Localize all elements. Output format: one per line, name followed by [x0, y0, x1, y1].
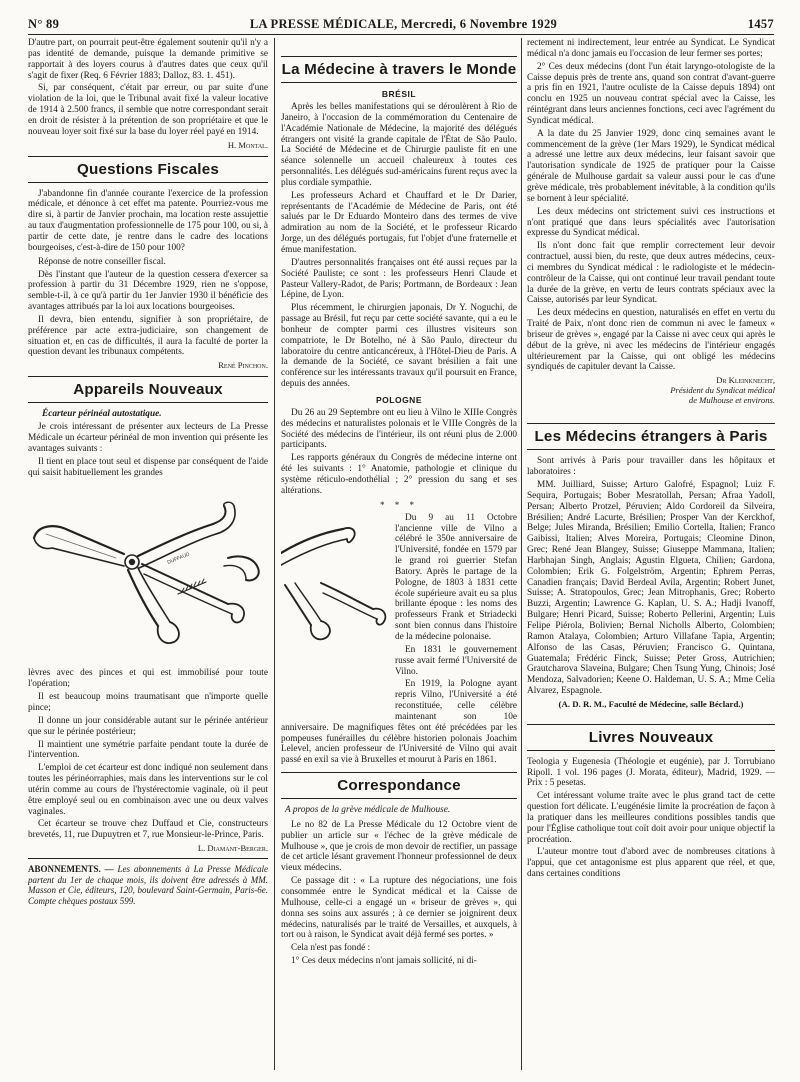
intro-paragraph: D'autre part, on pourrait peut-être également soutenir qu'il n'y a pas identité de demande, puisque la demande primitive se rapportait à des loyers courus à d'autres dates que ceux qu'il s'agit de fixer (Req. 6 Février 1883; Dalloz, 83. 1. 451). — [28, 38, 268, 81]
column-rule-1 — [274, 38, 275, 1070]
news-paragraph: Du 26 au 29 Septembre ont eu lieu à Vilno le XIIIe Congrès des médecins et naturalistes polonais et le VIIIe Congrès de la Société des médecins de l'intérieur, ils ont réuni plus de 2.000 participants. — [281, 407, 517, 451]
news-paragraph: Plus récemment, le chirurgien japonais, Dr Y. Noguchi, de passage au Brésil, fut reçu par cette société savante, qui a eu le bonheur de compter parmi ces illustres visiteurs son compatriote, le Dr Botelho, né à São Paulo, directeur du laboratoire du centre anticancéreux, à l'Hôtel-Dieu de Paris. A la demande de la Société, ce savant brésilien a fait une conférence sur les intéressants travaux qu'il poursuit en France, depuis des années. — [281, 303, 517, 390]
letter-paragraph: A la date du 25 Janvier 1929, donc cinq semaines avant le commencement de la grève (1er Mars 1929), le Syndicat médical a adressé une lettre aux deux médecins, leur faisant savoir que l'autorisation syndicale de 1925 de pratiquer pour la Caisse générale de Mulhouse gardait sa valeur aussi pour le cas d'une grève médicale, très probablement inévitable, à la condition qu'ils se bornent à leur spécialité. — [527, 128, 775, 204]
divider — [28, 858, 268, 859]
page-number: 1457 — [747, 17, 774, 31]
section-asterism: * * * — [380, 499, 418, 510]
journal-title: LA PRESSE MÉDICALE, Mercredi, 6 Novembre 1929 — [249, 17, 558, 31]
device-paragraph: Je crois intéressant de présenter aux lecteurs de La Presse Médicale un écarteur périnéal de mon invention qui présente les avantages suivants : — [28, 422, 268, 454]
letter-signature-title: Président du Syndicat médical — [670, 385, 775, 396]
news-paragraph: Les rapports généraux du Congrès de médecine interne ont été les suivants : 1° Anatomie, pathologie et clinique du système réticulo-endothélial ; 2° pression du sang et ses altérations. — [281, 453, 517, 496]
section-header-livres — [527, 724, 775, 751]
arrivals-intro: Sont arrivés à Paris pour travailler dans les hôpitaux et laboratoires : — [527, 456, 775, 478]
device-paragraph: Il maintient une symétrie parfaite pendant toute la durée de l'intervention. — [28, 739, 268, 761]
subscription-body: Les abonnements à La Presse Médicale partent du 1er de chaque mois, ils doivent être adressés à MM. Masson et Cie, éditeurs, 120, boulevard Saint-Germain, Paris-6e. Compte chèques postaux 599. — [28, 864, 268, 906]
subscription-lead: ABONNEMENTS. — — [28, 864, 114, 875]
letter-paragraph: Ils n'ont donc fait que remplir correctement leur devoir contractuel, aussi bien, du reste, que deux autres médecins, ceux-ci membres du Syndicat médical : le radiologiste et le médecin-contrôleur de la Caisse, qui ont continué leur travail pendant toute la durée de la grève, en vertu de leurs contrats spéciaux avec la Caisse, autorisés par leur Syndicat. — [527, 241, 775, 306]
section-header-appareils — [28, 376, 268, 403]
section-title: La Médecine à travers le Monde — [281, 61, 517, 78]
book-reference: Teologia y Eugenesia (Théologie et eugénie), par J. Torrubiano Ripoll. 1 vol. 196 pages (J. Morata, éditeur), Madrid, 1929. — Prix : 5 pesetas. — [527, 756, 775, 789]
letter-paragraph: Ce passage dit : « La rupture des négociations, une fois consommée entre le Syndicat médical et la Caisse de Mulhouse, celle-ci a engagé un « briseur de grèves », qui donna ses soins aux assurés ; à ce dernier se joignirent deux médecins, naturalisés par le traité de Versailles, et auxquels, à tort ou à raison, le Syndicat avait déjà fermé ses portes. » — [281, 876, 517, 941]
arrivals-source: (A. D. R. M., Faculté de Médecine, salle Béclard.) — [558, 698, 744, 709]
device-paragraph: Il est beaucoup moins traumatisant que n'importe quelle pince; — [28, 692, 268, 713]
correspondance-subtitle: A propos de la grève médicale de Mulhouse. — [285, 805, 451, 816]
device-signature: L. Diamant-Berger. — [197, 843, 268, 854]
section-title: Les Médecins étrangers à Paris — [534, 428, 768, 446]
news-paragraph: En 1831 le gouvernement russe avait fermé l'Université de Vilno. — [395, 644, 517, 677]
fiscal-answer: Dès l'instant que l'auteur de la question cessera d'exercer sa profession à partir du 31 Décembre 1929, rien ne s'oppose, semble-t-il, à ce qu'à partir du 1er Janvier 1930 il bénéficie des avantages attribués par la loi aux locations bourgeoises. — [28, 269, 268, 313]
section-title: Correspondance — [337, 777, 461, 795]
news-paragraph: Après les belles manifestations qui se déroulèrent à Rio de Janeiro, à l'occasion de la commémoration du Centenaire de l'Académie Nationale de Médecine, la majorité des délégués étrangers ont visité la grande capitale de l'État de São Paulo. La Société de Médecine et de Chirurgie pauliste fit en une séance solennelle un accueil chaleureux à toutes ces personnalités. Les délégués sud-américains furent reçus avec la plus cordiale sympathie. — [281, 102, 517, 188]
column-middle — [281, 38, 517, 1072]
subscription-notice — [28, 864, 268, 906]
letter-paragraph: Les deux médecins en question, naturalisés en effet en vertu du Traité de Paix, n'ont donc rien de commun ni avec le fameux « briseur de grèves », engagé par la Caisse ni avec ceux qui après le début de la grève, ni avec les médecins de l'intérieur engagés ultérieurement par la Caisse, qui ont obligé les médecins syndiqués de capituler devant la Caisse. — [527, 308, 775, 373]
fiscal-question: J'abandonne fin d'année courante l'exercice de la profession médicale, et dénonce à cet effet ma patente. Pourriez-vous me dire si, à partir de Janvier prochain, ma location reste assujettie au taux d'augmentation professionnelle de 175 pour 100, ou si, à partir de cette date, je rentre dans le cadre des locations bourgeoises, c'est-à-dire de 150 pour 100? — [28, 188, 268, 253]
fiscal-signature: René Pinchon. — [218, 360, 268, 371]
news-paragraph: En 1919, la Pologne ayant repris Vilno, l'Université a été reconstituée, celle célèbre maintenant son 10e anniversaire. De magnifiques fêtes ont été précédées par les pompeuses funérailles du célèbre historien polonais Joachim Lelevel, ancien professeur de l'Université de Vilno qui avait passé en exil sa vie à Bruxelles et mourut à Paris en 1861. — [281, 679, 517, 766]
section-title: Livres Nouveaux — [588, 728, 714, 746]
device-paragraph: L'emploi de cet écarteur est donc indiqué non seulement dans toutes les périnéorraphies, mais dans les interventions sur le col utérin comme au cours de l'hystérectomie vaginale, où il peut être employé seul ou en combinaison avec une ou deux valves vaginales. — [28, 763, 268, 817]
device-subtitle: Écarteur périnéal autostatique. — [42, 409, 162, 420]
news-paragraph: D'autres personnalités françaises ont été aussi reçues par la Société Pauliste; ce sont : les professeurs Henri Claude et Pasteur Vallery-Radot, de Paris; Portmann, de Bordeaux : Jean Lépine, de Lyon. — [281, 257, 517, 301]
column-rule-2 — [521, 38, 522, 1070]
section-header-correspondance — [281, 772, 517, 799]
intro-signature: H. Montal. — [227, 139, 268, 150]
letter-paragraph: 1° Ces deux médecins n'ont jamais sollicité, ni di- — [291, 956, 477, 967]
letter-signature: Dr Kleinknecht, — [716, 375, 775, 386]
letter-paragraph: Les deux médecins ont strictement suivi ces instructions et n'ont pratiqué que dans leurs spécialités avec l'autorisation expresse du Syndicat médical. — [527, 206, 775, 239]
fiscal-answer: Il devra, bien entendu, signifier à son propriétaire, de préférence par acte extra-judiciaire, son changement de situation et, en cas de difficultés, il aura la faculté de porter la question devant les tribunaux compétents. — [28, 314, 268, 358]
country-heading-pologne: POLOGNE — [375, 394, 422, 405]
news-paragraph: Les professeurs Achard et Chauffard et le Dr Darier, représentants de l'Académie de Médecine de Paris, ont été salués par le Dr Eduardo Monteiro dans des termes de vive admiration au nom de la Société, et le professeur Ricardo Jorge, un des délégués portugais, fut l'objet d'une fraternelle et émue manifestation. — [281, 190, 517, 255]
instrument-engraving: DUFFAUD — [166, 551, 191, 567]
letter-signature-place: de Mulhouse et environs. — [688, 395, 775, 406]
letter-paragraph: Le no 82 de La Presse Médicale du 12 Octobre vient de publier un article sur « l'échec de la grève médicale de Mulhouse », que je crois de mon devoir de rectifier, un passage de cet article lésant gravement l'honneur professionnel de deux vieux médecins. — [281, 819, 517, 874]
column-left — [28, 38, 268, 1072]
arrivals-list: MM. Juilliard, Suisse; Arturo Galofré, Espagnol; Luiz F. Sequira, Portugais; Bober Mesratollah, Persan; Afraa Yadoll, Persan; Alberto Protzel, Péruvien; Aldo Cordoreil da Silveira, Brésilien; André Lacurte, Brésilien; Prosper Van der Kerckhof, Belge; Jules Miranda, Brésilien; Emilio Cortella, Italien; Franco Gaibissi, Italien; Alves Moreira, Portugais; Cleomine Dinon, Grec; René Jean Blangey, Suisse; Giuseppe Mammana, Italien; Harbhajan Singh, Anglais; Agustin Elgueta, Chilien; Gardona, Colombien; Erik G. Folgelström, Argentin; Ephrem Perras, Canadien français; David Berdeal Avila, Argentin; Robert Junet, Suisse; A. Stratopoulos, Grec; Jean Mitrophanis, Grec; Roberto Buzzi, Argentin; Lawrence G. Kaplan, U. S. A.; Hadji Ivanoff, Bulgare; Henri Picard, Suisse; Roberto Pellerini, Argentin; Luis Felipe Piérola, Bolivien; Bernal Nicholls Alberto, Colombien; Ramon Atalaya, Colombien; Arturo Villafane Tapia, Argentin; Alfonso de las Casas, Péruvien; Francisco G. Quintana, Guatemala; Frédéric Finck, Suisse; Peter Gross, Autrichien; Grautcharova Slaveina, Bulgare; Chen Tsung Yung, Chinois; José Mendoza, Salvadorien; Keene O. Haldeman, U. S. A.; Mme Celia Alvarez, Espagnole. — [527, 480, 775, 697]
section-header-etrangers — [527, 423, 775, 450]
retractor-illustration — [28, 484, 268, 659]
retractor-illustration-overlap — [281, 513, 391, 713]
column-right — [527, 38, 775, 1072]
section-title: Appareils Nouveaux — [73, 381, 223, 399]
fiscal-answer-intro: Réponse de notre conseiller fiscal. — [38, 256, 166, 267]
letter-paragraph: rectement ni indirectement, leur entrée au Syndicat. Le Syndicat médical n'a donc jamais eu l'occasion de leur fermer ses portes; — [527, 38, 775, 59]
running-header — [28, 10, 774, 35]
news-paragraph: Du 9 au 11 Octobre l'ancienne ville de Vilno a célébré le 350e anniversaire de l'Université, fondée en 1579 par le grand roi guerrier Stefan Batory. Après le partage de la Pologne, de 1803 à 1831 cette école supérieure avait eu sa plus brillante époque : les noms des professeurs Frank et Striadecki sont bien connus dans l'histoire de la médecine polonaise. — [395, 512, 517, 642]
device-paragraph: Cet écarteur se trouve chez Duffaud et Cie, constructeurs brevetés, 11, rue Dupuytren et 7, rue Monsieur-le-Prince, Paris. — [28, 819, 268, 841]
book-review: Cet intéressant volume traite avec le plus grand tact de cette question fort délicate. L'eugénésie limite la procréation de façon à la pratiquer dans les meilleures conditions possibles tandis que pour l'Église catholique tout coït doit avoir pour unique objectif la procréation. — [527, 791, 775, 845]
letter-paragraph: 2° Ces deux médecins (dont l'un était laryngo-otologiste de la Caisse depuis près de trente ans, quand son contrat d'avant-guerre a pris fin en 1921, l'autre oculiste de la Caisse depuis 1894) ont conclu en 1925 un nouveau contrat spécial avec la Caisse, les réintégrant dans leurs anciennes fonctions, ceci avec l'agrément du Syndicat médical. — [527, 61, 775, 126]
letter-paragraph: Cela n'est pas fondé : — [291, 943, 371, 954]
country-heading-bresil: BRÉSIL — [381, 89, 417, 99]
intro-paragraph: Si, par conséquent, c'était par erreur, ou par suite d'une violation de la loi, que le Tribunal avait fixé la valeur locative de 1914 à 2.500 francs, il semble que notre correspondant serait en droit de résister à la prétention de son propriétaire et que le nouveau loyer soit fixé sur la base du loyer réel payé en 1914. — [28, 83, 268, 137]
section-header-monde — [281, 56, 517, 83]
device-paragraph: lèvres avec des pinces et qui est immobilisé pour toute l'opération; — [28, 668, 268, 690]
issue-number: N° 89 — [28, 17, 60, 31]
device-paragraph: Il tient en place tout seul et dispense par conséquent de l'aide qui saisit habituellement les grandes — [28, 456, 268, 478]
device-paragraph: Il donne un jour considérable autant sur le périnée antérieur que sur le périnée postérieur; — [28, 715, 268, 737]
book-review: L'auteur montre tout d'abord avec de nombreuses citations à l'appui, que cet antagonisme est plus apparent que réel, et que, dans certaines conditions — [527, 847, 775, 880]
section-title: Questions Fiscales — [76, 160, 220, 178]
section-header-fiscales — [28, 156, 268, 183]
